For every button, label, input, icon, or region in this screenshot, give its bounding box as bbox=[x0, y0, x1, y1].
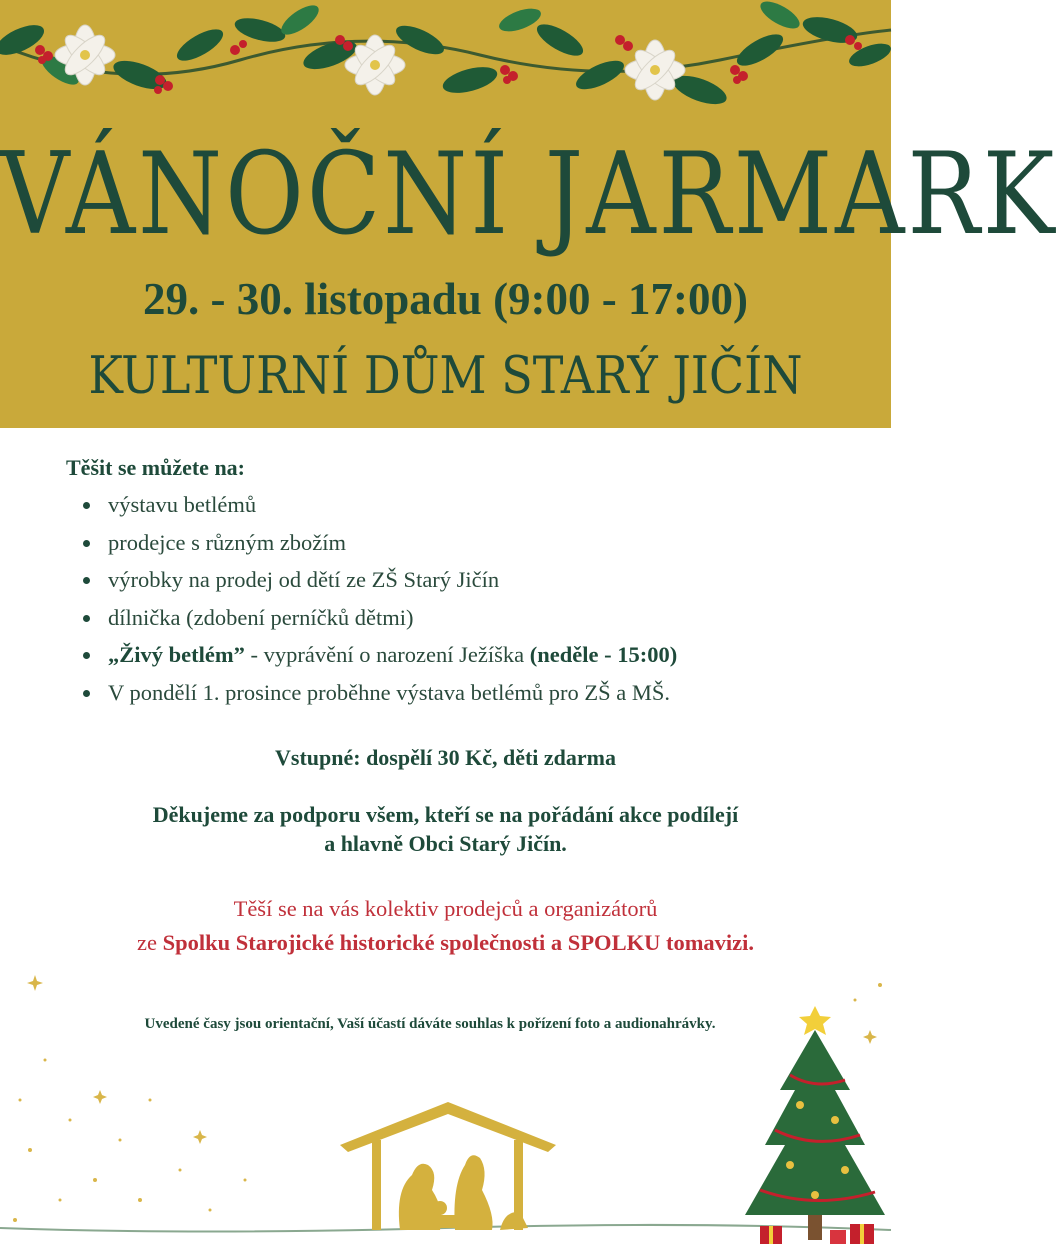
bottom-decoration bbox=[0, 960, 891, 1260]
list-item-highlight: „Živý betlém” bbox=[108, 642, 245, 667]
organizers-line-1: Těší se na vás kolektiv prodejců a organizátorů bbox=[233, 896, 658, 921]
holly-garland-icon bbox=[0, 0, 891, 130]
thanks-text bbox=[0, 800, 891, 858]
list-item-time: (neděle - 15:00) bbox=[529, 642, 678, 667]
list-item: V pondělí 1. prosince proběhne výstava betlémů pro ZŠ a MŠ. bbox=[66, 674, 677, 712]
list-item: prodejce s různým zbožím bbox=[66, 524, 677, 562]
footer-note: Uvedené časy jsou orientační, Vaší účastí dáváte souhlas k pořízení foto a audionahrávky. bbox=[144, 1016, 716, 1032]
organizers-line-2 bbox=[0, 926, 891, 960]
program-list bbox=[66, 486, 677, 711]
organizers-names: Spolku Starojické historické společnosti a SPOLKU tomavizi. bbox=[162, 930, 755, 955]
event-dates: 29. - 30. listopadu (9:00 - 17:00) bbox=[143, 274, 748, 324]
organizers-text bbox=[0, 892, 891, 960]
list-item: výstavu betlémů bbox=[66, 486, 677, 524]
list-item: výrobky na prodej od dětí ze ZŠ Starý Jičín bbox=[66, 561, 677, 599]
list-item: dílnička (zdobení perníčků dětmi) bbox=[66, 599, 677, 637]
header-banner bbox=[0, 0, 1057, 428]
list-item bbox=[66, 636, 677, 674]
sparkles-icon bbox=[13, 975, 882, 1222]
thanks-line-1: Děkujeme za podporu všem, kteří se na pořádání akce podílejí bbox=[152, 802, 739, 827]
event-venue: KULTURNÍ DŮM STARÝ JIČÍN bbox=[88, 345, 803, 406]
intro-heading: Těšit se můžete na: bbox=[66, 455, 246, 480]
page-title: VÁNOČNÍ JARMARK bbox=[0, 128, 1057, 261]
thanks-line-2: a hlavně Obci Starý Jičín. bbox=[324, 831, 567, 856]
entry-fee: Vstupné: dospělí 30 Kč, děti zdarma bbox=[275, 745, 616, 770]
christmas-tree-icon bbox=[745, 1006, 885, 1244]
organizers-prefix: ze bbox=[136, 930, 163, 955]
nativity-scene-icon bbox=[340, 1102, 556, 1230]
list-item-text: - vyprávění o narození Ježíška bbox=[244, 642, 530, 667]
